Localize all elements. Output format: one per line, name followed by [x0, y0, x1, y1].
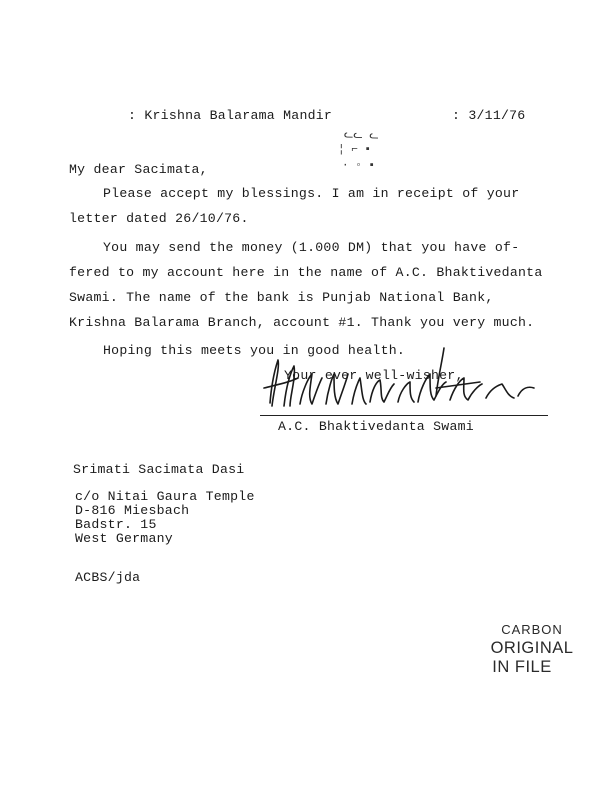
valediction: Your ever well-wisher, [284, 368, 464, 383]
body-line: Krishna Balarama Branch, account #1. Thank you very much. [69, 315, 535, 330]
handwritten-mark: ¦ ⌐ ▪ [338, 144, 372, 156]
body-line: fered to my account here in the name of A.C. Bhaktivedanta [69, 265, 543, 280]
body-line: letter dated 26/10/76. [69, 211, 249, 226]
signature [250, 348, 540, 418]
carbon-stamp-line1: CARBON [501, 622, 563, 637]
letter-location: : Krishna Balarama Mandir [128, 108, 333, 123]
address-line: Badstr. 15 [75, 517, 157, 532]
salutation: My dear Sacimata, [69, 162, 208, 177]
carbon-stamp-line2: ORIGINAL [490, 639, 574, 657]
address-line: D-816 Miesbach [75, 503, 190, 518]
body-line: Swami. The name of the bank is Punjab National Bank, [69, 290, 494, 305]
carbon-stamp-line3: IN FILE [492, 658, 552, 676]
body-line: Hoping this meets you in good health. [103, 343, 406, 358]
body-line: Please accept my blessings. I am in receipt of your [103, 186, 520, 201]
handwritten-mark: · ◦ ▪ [342, 160, 376, 172]
body-line: You may send the money (1.000 DM) that you have of- [103, 240, 520, 255]
address-line: West Germany [75, 531, 173, 546]
signature-line [260, 415, 548, 416]
recipient-name: Srimati Sacimata Dasi [73, 462, 245, 477]
reference-initials: ACBS/jda [75, 570, 141, 585]
handwritten-mark: ᓚᓚ ᓚ [343, 129, 379, 143]
letter-date: : 3/11/76 [452, 108, 526, 123]
address-line: c/o Nitai Gaura Temple [75, 489, 255, 504]
signer-name: A.C. Bhaktivedanta Swami [278, 419, 474, 434]
